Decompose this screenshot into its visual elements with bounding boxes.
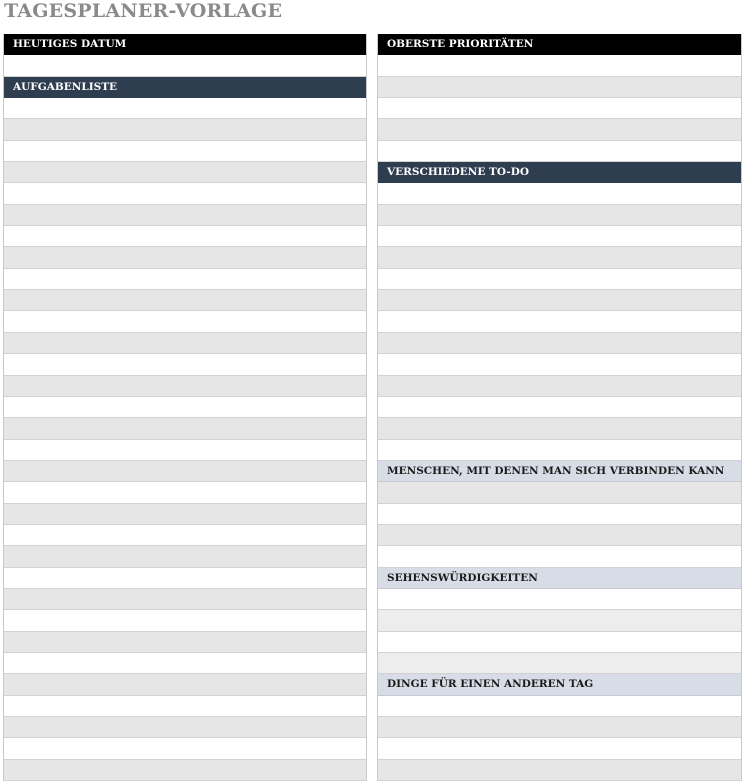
task-list-header: AUFGABENLISTE <box>4 77 366 98</box>
sights-row[interactable] <box>378 632 741 653</box>
task-row[interactable] <box>4 205 366 226</box>
priorities-list <box>378 55 741 162</box>
other-day-row[interactable] <box>378 696 741 717</box>
task-row[interactable] <box>4 504 366 525</box>
task-row[interactable] <box>4 311 366 332</box>
people-list <box>378 482 741 567</box>
other-day-header: DINGE FÜR EINEN ANDEREN TAG <box>378 674 741 695</box>
people-row[interactable] <box>378 525 741 546</box>
sights-header: SEHENSWÜRDIGKEITEN <box>378 568 741 589</box>
task-row[interactable] <box>4 247 366 268</box>
task-row[interactable] <box>4 183 366 204</box>
task-row[interactable] <box>4 760 366 781</box>
misc-todo-row[interactable] <box>378 311 741 332</box>
task-row[interactable] <box>4 738 366 759</box>
task-row[interactable] <box>4 290 366 311</box>
sights-list <box>378 589 741 674</box>
task-row[interactable] <box>4 141 366 162</box>
misc-todo-row[interactable] <box>378 247 741 268</box>
misc-todo-row[interactable] <box>378 226 741 247</box>
right-column <box>377 34 742 781</box>
date-header: HEUTIGES DATUM <box>4 34 366 55</box>
priority-row[interactable] <box>378 77 741 98</box>
other-day-row[interactable] <box>378 760 741 781</box>
task-row[interactable] <box>4 162 366 183</box>
misc-todo-row[interactable] <box>378 205 741 226</box>
misc-todo-row[interactable] <box>378 183 741 204</box>
sights-row[interactable] <box>378 610 741 631</box>
priority-row[interactable] <box>378 55 741 76</box>
people-row[interactable] <box>378 482 741 503</box>
people-header: MENSCHEN, MIT DENEN MAN SICH VERBINDEN KANN <box>378 461 741 482</box>
other-day-list <box>378 696 741 781</box>
misc-todo-row[interactable] <box>378 333 741 354</box>
misc-todo-row[interactable] <box>378 269 741 290</box>
task-row[interactable] <box>4 525 366 546</box>
task-row[interactable] <box>4 98 366 119</box>
task-row[interactable] <box>4 461 366 482</box>
people-row[interactable] <box>378 504 741 525</box>
task-row[interactable] <box>4 717 366 738</box>
task-row[interactable] <box>4 568 366 589</box>
misc-todo-row[interactable] <box>378 397 741 418</box>
task-list <box>4 98 366 781</box>
task-row[interactable] <box>4 696 366 717</box>
misc-todo-list <box>378 183 741 460</box>
task-row[interactable] <box>4 333 366 354</box>
task-row[interactable] <box>4 269 366 290</box>
task-row[interactable] <box>4 119 366 140</box>
page-title: TAGESPLANER-VORLAGE <box>4 0 283 22</box>
misc-todo-row[interactable] <box>378 418 741 439</box>
misc-todo-header: VERSCHIEDENE TO-DO <box>378 162 741 183</box>
other-day-row[interactable] <box>378 738 741 759</box>
task-row[interactable] <box>4 376 366 397</box>
date-input-row[interactable] <box>4 55 366 76</box>
misc-todo-row[interactable] <box>378 354 741 375</box>
task-row[interactable] <box>4 440 366 461</box>
task-row[interactable] <box>4 632 366 653</box>
task-row[interactable] <box>4 418 366 439</box>
misc-todo-row[interactable] <box>378 440 741 461</box>
other-day-row[interactable] <box>378 717 741 738</box>
task-row[interactable] <box>4 589 366 610</box>
priority-row[interactable] <box>378 141 741 162</box>
left-column <box>3 34 367 781</box>
task-row[interactable] <box>4 397 366 418</box>
task-row[interactable] <box>4 674 366 695</box>
priority-row[interactable] <box>378 119 741 140</box>
people-row[interactable] <box>378 546 741 567</box>
task-row[interactable] <box>4 482 366 503</box>
task-row[interactable] <box>4 226 366 247</box>
task-row[interactable] <box>4 653 366 674</box>
misc-todo-row[interactable] <box>378 376 741 397</box>
task-row[interactable] <box>4 546 366 567</box>
task-row[interactable] <box>4 610 366 631</box>
misc-todo-row[interactable] <box>378 290 741 311</box>
sights-row[interactable] <box>378 653 741 674</box>
priorities-header: OBERSTE PRIORITÄTEN <box>378 34 741 55</box>
priority-row[interactable] <box>378 98 741 119</box>
sights-row[interactable] <box>378 589 741 610</box>
task-row[interactable] <box>4 354 366 375</box>
